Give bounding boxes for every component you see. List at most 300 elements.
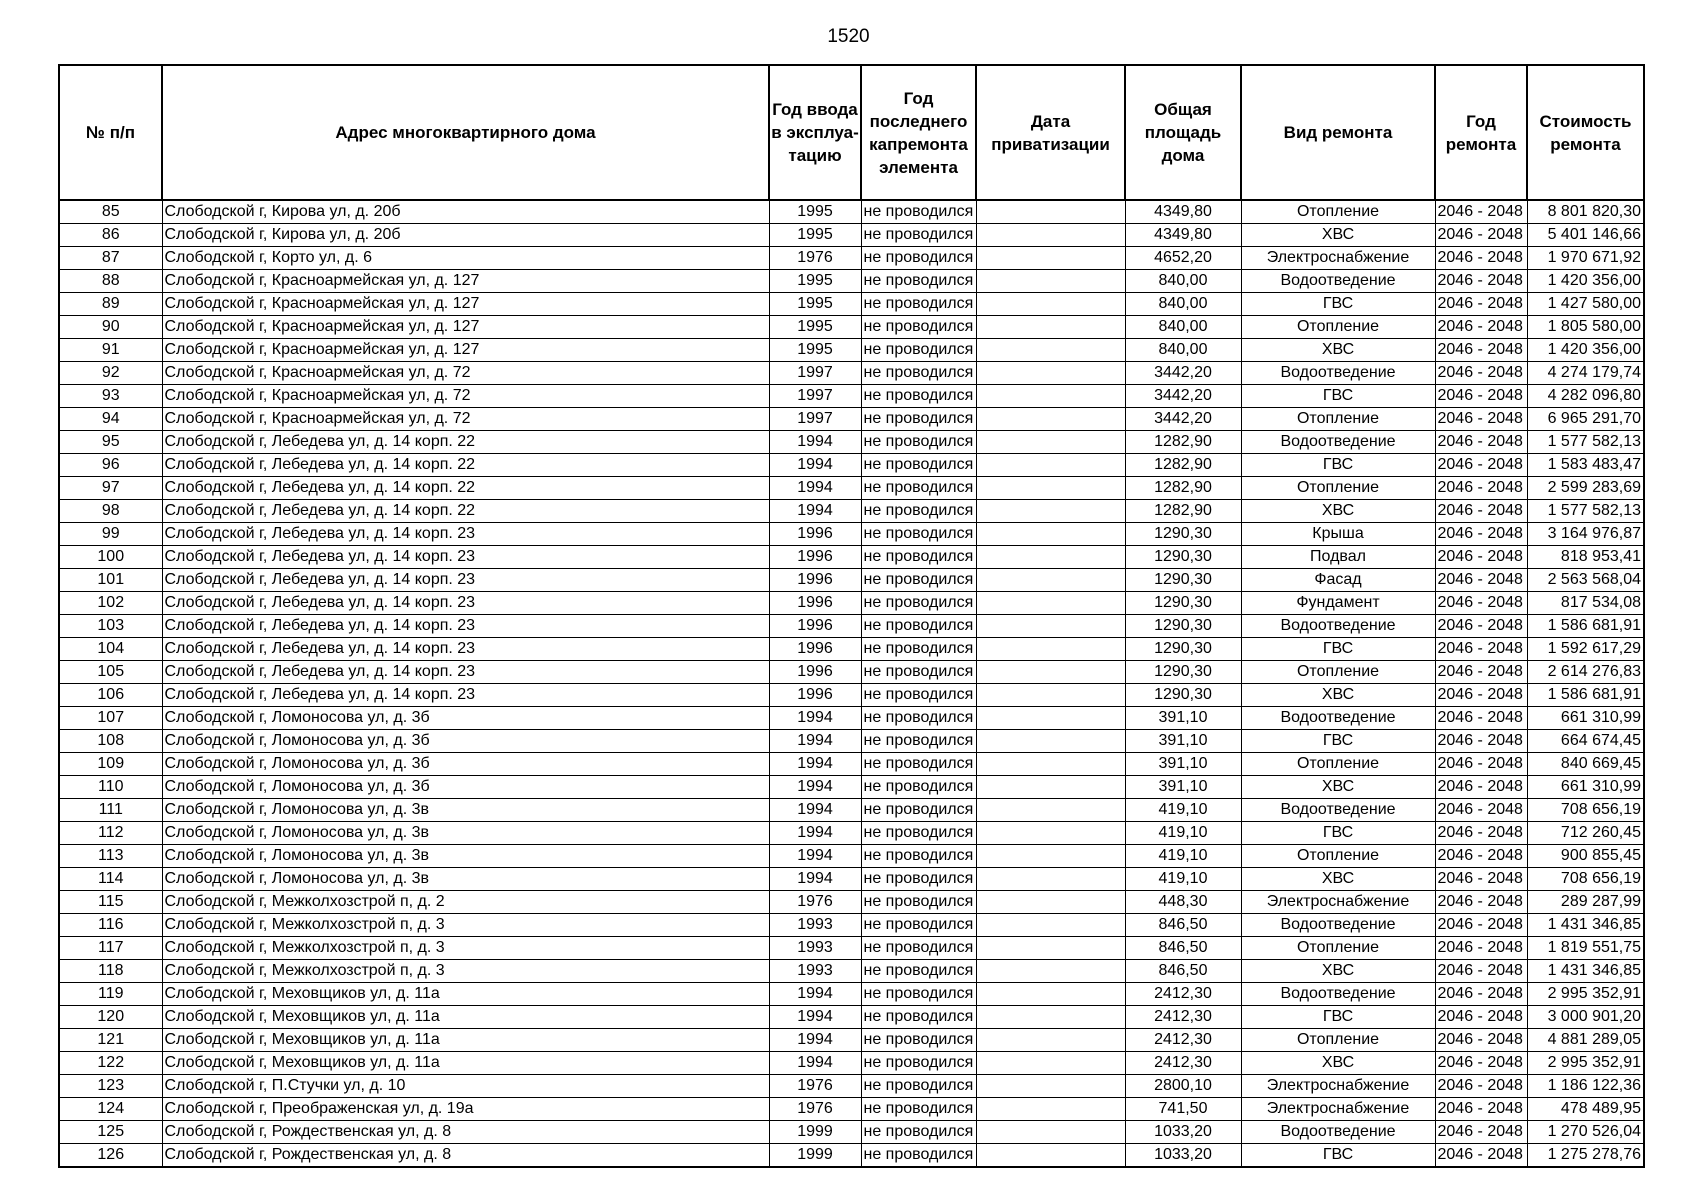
table-row bbox=[59, 293, 1644, 316]
cell-last-repair: не проводился bbox=[861, 638, 976, 661]
cell-privatization bbox=[976, 431, 1125, 454]
cell-repair-year: 2046 - 2048 bbox=[1435, 1052, 1527, 1075]
cell-cost: 4 881 289,05 bbox=[1527, 1029, 1644, 1052]
cell-cost: 3 164 976,87 bbox=[1527, 523, 1644, 546]
cell-area: 1290,30 bbox=[1125, 592, 1241, 615]
cell-repair-year: 2046 - 2048 bbox=[1435, 592, 1527, 615]
cell-address: Слободской г, Ломоносова ул, д. 3в bbox=[162, 868, 769, 891]
cell-address: Слободской г, Красноармейская ул, д. 72 bbox=[162, 385, 769, 408]
cell-area: 846,50 bbox=[1125, 960, 1241, 983]
table-row bbox=[59, 200, 1644, 224]
cell-privatization bbox=[976, 454, 1125, 477]
table-row bbox=[59, 385, 1644, 408]
cell-repair-year: 2046 - 2048 bbox=[1435, 1029, 1527, 1052]
cell-address: Слободской г, Кирова ул, д. 20б bbox=[162, 200, 769, 224]
cell-privatization bbox=[976, 937, 1125, 960]
cell-year-commission: 1994 bbox=[769, 730, 861, 753]
cell-area: 1290,30 bbox=[1125, 546, 1241, 569]
cell-repair-year: 2046 - 2048 bbox=[1435, 799, 1527, 822]
cell-num: 98 bbox=[59, 500, 162, 523]
cell-repair-year: 2046 - 2048 bbox=[1435, 200, 1527, 224]
cell-num: 89 bbox=[59, 293, 162, 316]
cell-last-repair: не проводился bbox=[861, 937, 976, 960]
table-row bbox=[59, 960, 1644, 983]
cell-num: 126 bbox=[59, 1144, 162, 1168]
cell-repair-year: 2046 - 2048 bbox=[1435, 983, 1527, 1006]
table-row bbox=[59, 822, 1644, 845]
table-row bbox=[59, 684, 1644, 707]
cell-repair-type: ХВС bbox=[1241, 868, 1435, 891]
table-row bbox=[59, 316, 1644, 339]
cell-num: 116 bbox=[59, 914, 162, 937]
cell-repair-type: Отопление bbox=[1241, 1029, 1435, 1052]
cell-address: Слободской г, Межколхозстрой п, д. 3 bbox=[162, 914, 769, 937]
table-row bbox=[59, 1052, 1644, 1075]
cell-year-commission: 1996 bbox=[769, 546, 861, 569]
cell-area: 1290,30 bbox=[1125, 523, 1241, 546]
cell-last-repair: не проводился bbox=[861, 200, 976, 224]
cell-repair-type: Водоотведение bbox=[1241, 362, 1435, 385]
cell-area: 3442,20 bbox=[1125, 385, 1241, 408]
cell-area: 1033,20 bbox=[1125, 1144, 1241, 1168]
cell-area: 1282,90 bbox=[1125, 431, 1241, 454]
cell-privatization bbox=[976, 569, 1125, 592]
cell-address: Слободской г, Ломоносова ул, д. 3б bbox=[162, 707, 769, 730]
cell-year-commission: 1997 bbox=[769, 408, 861, 431]
page-number: 1520 bbox=[827, 26, 870, 47]
table-row bbox=[59, 431, 1644, 454]
cell-address: Слободской г, Лебедева ул, д. 14 корп. 23 bbox=[162, 684, 769, 707]
cell-privatization bbox=[976, 776, 1125, 799]
cell-last-repair: не проводился bbox=[861, 615, 976, 638]
table-row bbox=[59, 408, 1644, 431]
cell-repair-type: ХВС bbox=[1241, 500, 1435, 523]
cell-address: Слободской г, Лебедева ул, д. 14 корп. 23 bbox=[162, 569, 769, 592]
table-row bbox=[59, 1098, 1644, 1121]
cell-cost: 1 270 526,04 bbox=[1527, 1121, 1644, 1144]
cell-privatization bbox=[976, 546, 1125, 569]
cell-year-commission: 1997 bbox=[769, 385, 861, 408]
cell-year-commission: 1976 bbox=[769, 891, 861, 914]
cell-area: 2412,30 bbox=[1125, 983, 1241, 1006]
cell-repair-type: ХВС bbox=[1241, 339, 1435, 362]
cell-year-commission: 1994 bbox=[769, 1029, 861, 1052]
table-row bbox=[59, 1075, 1644, 1098]
cell-num: 103 bbox=[59, 615, 162, 638]
cell-privatization bbox=[976, 270, 1125, 293]
cell-num: 125 bbox=[59, 1121, 162, 1144]
cell-year-commission: 1994 bbox=[769, 753, 861, 776]
cell-cost: 840 669,45 bbox=[1527, 753, 1644, 776]
cell-area: 1033,20 bbox=[1125, 1121, 1241, 1144]
cell-last-repair: не проводился bbox=[861, 799, 976, 822]
cell-cost: 1 805 580,00 bbox=[1527, 316, 1644, 339]
cell-last-repair: не проводился bbox=[861, 1052, 976, 1075]
table-row bbox=[59, 868, 1644, 891]
cell-year-commission: 1996 bbox=[769, 661, 861, 684]
cell-area: 419,10 bbox=[1125, 868, 1241, 891]
cell-repair-type: ГВС bbox=[1241, 1006, 1435, 1029]
cell-cost: 664 674,45 bbox=[1527, 730, 1644, 753]
cell-year-commission: 1995 bbox=[769, 339, 861, 362]
cell-address: Слободской г, Лебедева ул, д. 14 корп. 23 bbox=[162, 523, 769, 546]
cell-area: 1290,30 bbox=[1125, 569, 1241, 592]
cell-cost: 4 282 096,80 bbox=[1527, 385, 1644, 408]
cell-address: Слободской г, Меховщиков ул, д. 11а bbox=[162, 1006, 769, 1029]
cell-last-repair: не проводился bbox=[861, 247, 976, 270]
table-row bbox=[59, 753, 1644, 776]
cell-area: 419,10 bbox=[1125, 845, 1241, 868]
cell-cost: 708 656,19 bbox=[1527, 799, 1644, 822]
cell-address: Слободской г, Кирова ул, д. 20б bbox=[162, 224, 769, 247]
cell-repair-year: 2046 - 2048 bbox=[1435, 868, 1527, 891]
header-area: Общая площадь дома bbox=[1125, 65, 1241, 200]
cell-num: 108 bbox=[59, 730, 162, 753]
cell-address: Слободской г, Корто ул, д. 6 bbox=[162, 247, 769, 270]
cell-repair-year: 2046 - 2048 bbox=[1435, 937, 1527, 960]
cell-privatization bbox=[976, 684, 1125, 707]
cell-last-repair: не проводился bbox=[861, 845, 976, 868]
cell-address: Слободской г, Лебедева ул, д. 14 корп. 23 bbox=[162, 615, 769, 638]
cell-privatization bbox=[976, 983, 1125, 1006]
cell-num: 121 bbox=[59, 1029, 162, 1052]
cell-repair-year: 2046 - 2048 bbox=[1435, 776, 1527, 799]
cell-address: Слободской г, П.Стучки ул, д. 10 bbox=[162, 1075, 769, 1098]
cell-area: 419,10 bbox=[1125, 799, 1241, 822]
table-row bbox=[59, 638, 1644, 661]
cell-cost: 1 275 278,76 bbox=[1527, 1144, 1644, 1168]
cell-privatization bbox=[976, 845, 1125, 868]
cell-area: 2412,30 bbox=[1125, 1052, 1241, 1075]
cell-privatization bbox=[976, 247, 1125, 270]
table-row bbox=[59, 500, 1644, 523]
cell-num: 105 bbox=[59, 661, 162, 684]
cell-area: 840,00 bbox=[1125, 316, 1241, 339]
cell-area: 391,10 bbox=[1125, 707, 1241, 730]
cell-last-repair: не проводился bbox=[861, 1121, 976, 1144]
cell-cost: 1 592 617,29 bbox=[1527, 638, 1644, 661]
cell-last-repair: не проводился bbox=[861, 385, 976, 408]
table-row bbox=[59, 362, 1644, 385]
cell-privatization bbox=[976, 1121, 1125, 1144]
cell-area: 391,10 bbox=[1125, 776, 1241, 799]
cell-area: 846,50 bbox=[1125, 937, 1241, 960]
cell-area: 4349,80 bbox=[1125, 224, 1241, 247]
cell-num: 115 bbox=[59, 891, 162, 914]
cell-cost: 5 401 146,66 bbox=[1527, 224, 1644, 247]
cell-year-commission: 1976 bbox=[769, 1075, 861, 1098]
cell-cost: 2 599 283,69 bbox=[1527, 477, 1644, 500]
cell-num: 107 bbox=[59, 707, 162, 730]
cell-privatization bbox=[976, 316, 1125, 339]
cell-area: 4349,80 bbox=[1125, 200, 1241, 224]
cell-privatization bbox=[976, 224, 1125, 247]
cell-year-commission: 1994 bbox=[769, 868, 861, 891]
cell-address: Слободской г, Рождественская ул, д. 8 bbox=[162, 1121, 769, 1144]
cell-last-repair: не проводился bbox=[861, 822, 976, 845]
cell-cost: 1 970 671,92 bbox=[1527, 247, 1644, 270]
cell-repair-year: 2046 - 2048 bbox=[1435, 270, 1527, 293]
cell-repair-type: ХВС bbox=[1241, 960, 1435, 983]
table-row bbox=[59, 615, 1644, 638]
cell-address: Слободской г, Лебедева ул, д. 14 корп. 22 bbox=[162, 454, 769, 477]
cell-repair-type: Крыша bbox=[1241, 523, 1435, 546]
cell-address: Слободской г, Лебедева ул, д. 14 корп. 23 bbox=[162, 546, 769, 569]
cell-address: Слободской г, Лебедева ул, д. 14 корп. 23 bbox=[162, 592, 769, 615]
repair-table bbox=[58, 64, 1645, 1168]
cell-num: 113 bbox=[59, 845, 162, 868]
cell-num: 123 bbox=[59, 1075, 162, 1098]
cell-last-repair: не проводился bbox=[861, 431, 976, 454]
table-row bbox=[59, 707, 1644, 730]
cell-year-commission: 1976 bbox=[769, 1098, 861, 1121]
cell-year-commission: 1996 bbox=[769, 569, 861, 592]
cell-num: 102 bbox=[59, 592, 162, 615]
cell-repair-type: ХВС bbox=[1241, 684, 1435, 707]
cell-privatization bbox=[976, 339, 1125, 362]
cell-repair-year: 2046 - 2048 bbox=[1435, 431, 1527, 454]
cell-cost: 2 563 568,04 bbox=[1527, 569, 1644, 592]
cell-num: 88 bbox=[59, 270, 162, 293]
cell-last-repair: не проводился bbox=[861, 408, 976, 431]
table-row bbox=[59, 1029, 1644, 1052]
cell-area: 840,00 bbox=[1125, 293, 1241, 316]
cell-year-commission: 1996 bbox=[769, 523, 861, 546]
cell-year-commission: 1994 bbox=[769, 431, 861, 454]
cell-area: 2412,30 bbox=[1125, 1029, 1241, 1052]
cell-cost: 4 274 179,74 bbox=[1527, 362, 1644, 385]
table-row bbox=[59, 799, 1644, 822]
table-row bbox=[59, 523, 1644, 546]
cell-repair-year: 2046 - 2048 bbox=[1435, 661, 1527, 684]
cell-repair-year: 2046 - 2048 bbox=[1435, 339, 1527, 362]
cell-privatization bbox=[976, 385, 1125, 408]
cell-num: 95 bbox=[59, 431, 162, 454]
cell-repair-year: 2046 - 2048 bbox=[1435, 615, 1527, 638]
cell-area: 1290,30 bbox=[1125, 684, 1241, 707]
cell-year-commission: 1996 bbox=[769, 638, 861, 661]
cell-last-repair: не проводился bbox=[861, 224, 976, 247]
cell-privatization bbox=[976, 638, 1125, 661]
cell-cost: 2 614 276,83 bbox=[1527, 661, 1644, 684]
cell-address: Слободской г, Лебедева ул, д. 14 корп. 22 bbox=[162, 500, 769, 523]
header-privatization: Дата приватизации bbox=[976, 65, 1125, 200]
cell-address: Слободской г, Лебедева ул, д. 14 корп. 22 bbox=[162, 431, 769, 454]
cell-repair-year: 2046 - 2048 bbox=[1435, 1144, 1527, 1168]
cell-cost: 1 577 582,13 bbox=[1527, 500, 1644, 523]
cell-num: 104 bbox=[59, 638, 162, 661]
cell-last-repair: не проводился bbox=[861, 707, 976, 730]
cell-address: Слободской г, Лебедева ул, д. 14 корп. 23 bbox=[162, 661, 769, 684]
table-row bbox=[59, 1121, 1644, 1144]
cell-num: 114 bbox=[59, 868, 162, 891]
table-row bbox=[59, 1006, 1644, 1029]
cell-cost: 1 420 356,00 bbox=[1527, 270, 1644, 293]
cell-repair-year: 2046 - 2048 bbox=[1435, 477, 1527, 500]
cell-year-commission: 1976 bbox=[769, 247, 861, 270]
cell-repair-type: ГВС bbox=[1241, 293, 1435, 316]
cell-last-repair: не проводился bbox=[861, 523, 976, 546]
cell-repair-type: Отопление bbox=[1241, 753, 1435, 776]
cell-cost: 708 656,19 bbox=[1527, 868, 1644, 891]
cell-repair-year: 2046 - 2048 bbox=[1435, 569, 1527, 592]
cell-repair-year: 2046 - 2048 bbox=[1435, 707, 1527, 730]
cell-cost: 2 995 352,91 bbox=[1527, 983, 1644, 1006]
cell-last-repair: не проводился bbox=[861, 776, 976, 799]
cell-area: 846,50 bbox=[1125, 914, 1241, 937]
cell-year-commission: 1995 bbox=[769, 316, 861, 339]
cell-last-repair: не проводился bbox=[861, 960, 976, 983]
table-row bbox=[59, 339, 1644, 362]
cell-last-repair: не проводился bbox=[861, 1075, 976, 1098]
header-year-commission: Год ввода в эксплуа-тацию bbox=[769, 65, 861, 200]
cell-last-repair: не проводился bbox=[861, 1098, 976, 1121]
cell-repair-year: 2046 - 2048 bbox=[1435, 408, 1527, 431]
cell-address: Слободской г, Красноармейская ул, д. 127 bbox=[162, 293, 769, 316]
cell-repair-year: 2046 - 2048 bbox=[1435, 1075, 1527, 1098]
cell-area: 2412,30 bbox=[1125, 1006, 1241, 1029]
cell-area: 4652,20 bbox=[1125, 247, 1241, 270]
cell-num: 99 bbox=[59, 523, 162, 546]
cell-area: 1282,90 bbox=[1125, 500, 1241, 523]
cell-repair-year: 2046 - 2048 bbox=[1435, 1098, 1527, 1121]
cell-repair-year: 2046 - 2048 bbox=[1435, 362, 1527, 385]
cell-area: 448,30 bbox=[1125, 891, 1241, 914]
cell-repair-year: 2046 - 2048 bbox=[1435, 523, 1527, 546]
cell-privatization bbox=[976, 1052, 1125, 1075]
table-row bbox=[59, 661, 1644, 684]
cell-privatization bbox=[976, 200, 1125, 224]
cell-last-repair: не проводился bbox=[861, 1029, 976, 1052]
cell-last-repair: не проводился bbox=[861, 868, 976, 891]
cell-address: Слободской г, Красноармейская ул, д. 127 bbox=[162, 270, 769, 293]
cell-area: 1282,90 bbox=[1125, 477, 1241, 500]
cell-cost: 1 583 483,47 bbox=[1527, 454, 1644, 477]
cell-privatization bbox=[976, 362, 1125, 385]
cell-year-commission: 1994 bbox=[769, 477, 861, 500]
cell-privatization bbox=[976, 408, 1125, 431]
cell-num: 92 bbox=[59, 362, 162, 385]
cell-privatization bbox=[976, 822, 1125, 845]
cell-year-commission: 1996 bbox=[769, 592, 861, 615]
cell-num: 112 bbox=[59, 822, 162, 845]
cell-num: 87 bbox=[59, 247, 162, 270]
cell-area: 419,10 bbox=[1125, 822, 1241, 845]
cell-num: 109 bbox=[59, 753, 162, 776]
cell-privatization bbox=[976, 293, 1125, 316]
cell-repair-type: ХВС bbox=[1241, 224, 1435, 247]
cell-address: Слободской г, Ломоносова ул, д. 3в bbox=[162, 822, 769, 845]
cell-year-commission: 1994 bbox=[769, 1052, 861, 1075]
cell-address: Слободской г, Меховщиков ул, д. 11а bbox=[162, 983, 769, 1006]
table-row bbox=[59, 983, 1644, 1006]
cell-privatization bbox=[976, 1075, 1125, 1098]
cell-cost: 1 427 580,00 bbox=[1527, 293, 1644, 316]
header-address: Адрес многоквартирного дома bbox=[162, 65, 769, 200]
cell-num: 94 bbox=[59, 408, 162, 431]
cell-year-commission: 1995 bbox=[769, 293, 861, 316]
cell-repair-type: Электроснабжение bbox=[1241, 1098, 1435, 1121]
cell-last-repair: не проводился bbox=[861, 316, 976, 339]
table-row bbox=[59, 569, 1644, 592]
header-num: № п/п bbox=[59, 65, 162, 200]
cell-last-repair: не проводился bbox=[861, 684, 976, 707]
cell-year-commission: 1995 bbox=[769, 200, 861, 224]
cell-repair-year: 2046 - 2048 bbox=[1435, 960, 1527, 983]
cell-cost: 712 260,45 bbox=[1527, 822, 1644, 845]
cell-address: Слободской г, Ломоносова ул, д. 3б bbox=[162, 753, 769, 776]
cell-repair-year: 2046 - 2048 bbox=[1435, 891, 1527, 914]
cell-repair-type: Отопление bbox=[1241, 477, 1435, 500]
cell-repair-year: 2046 - 2048 bbox=[1435, 730, 1527, 753]
cell-address: Слободской г, Ломоносова ул, д. 3б bbox=[162, 730, 769, 753]
cell-last-repair: не проводился bbox=[861, 592, 976, 615]
cell-area: 391,10 bbox=[1125, 753, 1241, 776]
cell-address: Слободской г, Красноармейская ул, д. 72 bbox=[162, 362, 769, 385]
cell-privatization bbox=[976, 1098, 1125, 1121]
cell-num: 119 bbox=[59, 983, 162, 1006]
cell-cost: 1 186 122,36 bbox=[1527, 1075, 1644, 1098]
cell-repair-year: 2046 - 2048 bbox=[1435, 316, 1527, 339]
cell-repair-year: 2046 - 2048 bbox=[1435, 1006, 1527, 1029]
cell-area: 3442,20 bbox=[1125, 362, 1241, 385]
cell-num: 97 bbox=[59, 477, 162, 500]
cell-repair-type: Отопление bbox=[1241, 661, 1435, 684]
cell-privatization bbox=[976, 730, 1125, 753]
cell-privatization bbox=[976, 960, 1125, 983]
cell-num: 101 bbox=[59, 569, 162, 592]
cell-year-commission: 1994 bbox=[769, 454, 861, 477]
cell-area: 3442,20 bbox=[1125, 408, 1241, 431]
cell-last-repair: не проводился bbox=[861, 293, 976, 316]
cell-address: Слободской г, Красноармейская ул, д. 127 bbox=[162, 339, 769, 362]
cell-privatization bbox=[976, 477, 1125, 500]
cell-year-commission: 1997 bbox=[769, 362, 861, 385]
cell-cost: 1 431 346,85 bbox=[1527, 960, 1644, 983]
table-row bbox=[59, 592, 1644, 615]
cell-repair-year: 2046 - 2048 bbox=[1435, 454, 1527, 477]
cell-num: 118 bbox=[59, 960, 162, 983]
cell-repair-type: Отопление bbox=[1241, 408, 1435, 431]
cell-address: Слободской г, Меховщиков ул, д. 11а bbox=[162, 1052, 769, 1075]
cell-year-commission: 1994 bbox=[769, 799, 861, 822]
cell-last-repair: не проводился bbox=[861, 569, 976, 592]
cell-repair-type: ХВС bbox=[1241, 1052, 1435, 1075]
cell-last-repair: не проводился bbox=[861, 661, 976, 684]
cell-repair-type: Водоотведение bbox=[1241, 270, 1435, 293]
cell-repair-year: 2046 - 2048 bbox=[1435, 638, 1527, 661]
cell-num: 93 bbox=[59, 385, 162, 408]
cell-year-commission: 1994 bbox=[769, 983, 861, 1006]
cell-address: Слободской г, Лебедева ул, д. 14 корп. 23 bbox=[162, 638, 769, 661]
cell-area: 391,10 bbox=[1125, 730, 1241, 753]
cell-repair-type: ГВС bbox=[1241, 454, 1435, 477]
cell-num: 117 bbox=[59, 937, 162, 960]
cell-area: 741,50 bbox=[1125, 1098, 1241, 1121]
cell-num: 100 bbox=[59, 546, 162, 569]
cell-cost: 3 000 901,20 bbox=[1527, 1006, 1644, 1029]
cell-num: 85 bbox=[59, 200, 162, 224]
cell-repair-type: Фундамент bbox=[1241, 592, 1435, 615]
table-row bbox=[59, 914, 1644, 937]
cell-year-commission: 1996 bbox=[769, 615, 861, 638]
cell-repair-year: 2046 - 2048 bbox=[1435, 385, 1527, 408]
cell-repair-type: Электроснабжение bbox=[1241, 247, 1435, 270]
cell-last-repair: не проводился bbox=[861, 983, 976, 1006]
cell-address: Слободской г, Ломоносова ул, д. 3б bbox=[162, 776, 769, 799]
cell-repair-type: ГВС bbox=[1241, 385, 1435, 408]
cell-area: 1290,30 bbox=[1125, 661, 1241, 684]
